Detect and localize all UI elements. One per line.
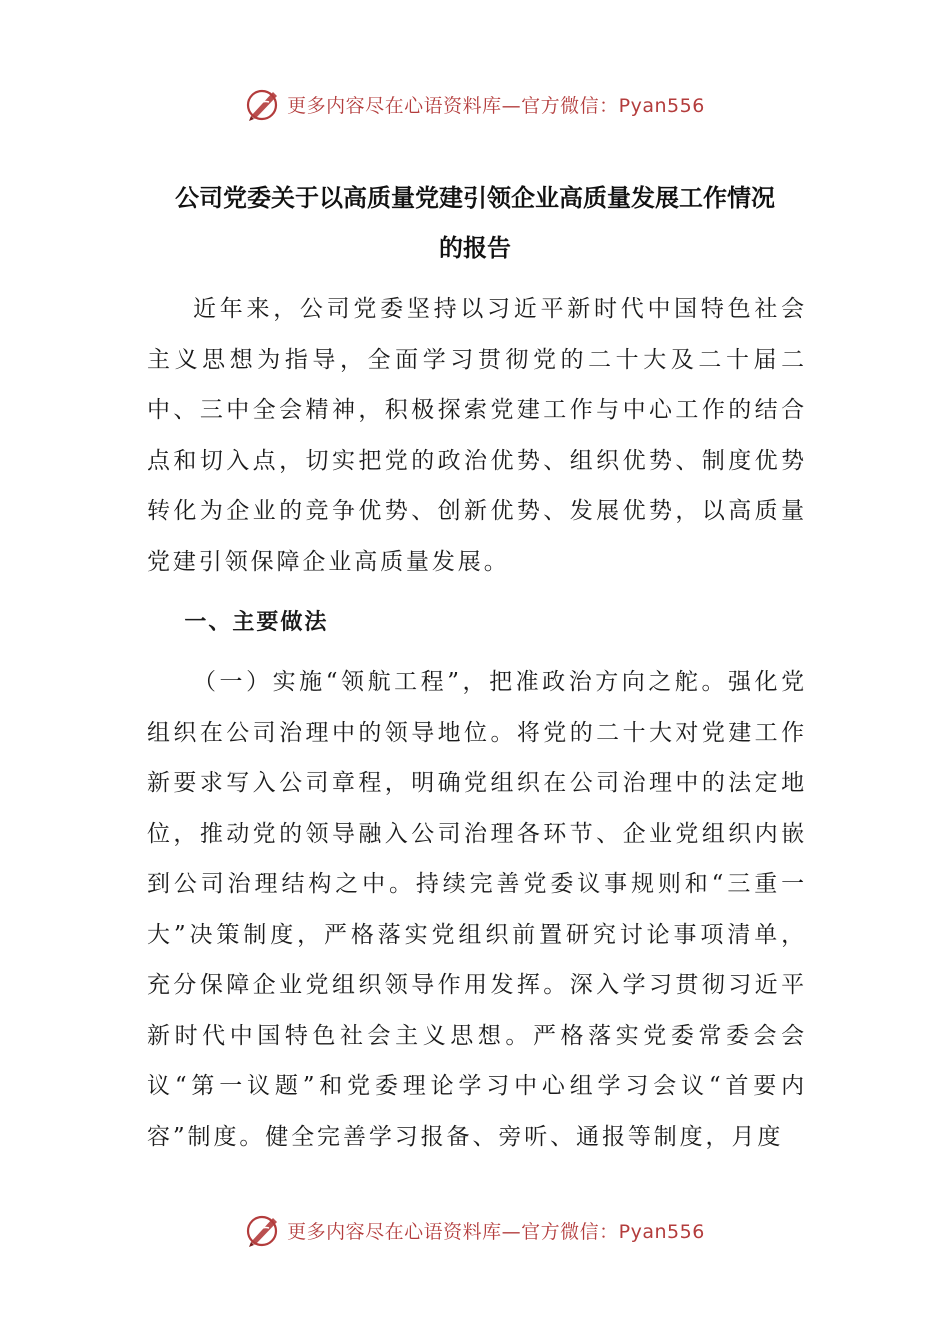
- document-title-line-2: 的报告: [439, 234, 511, 262]
- pen-logo-icon: [245, 86, 281, 122]
- section-paragraph: （一）实施“领航工程”，把准政治方向之舵。强化党组织在公司治理中的领导地位。将党的二十大对党建工作新要求写入公司章程，明确党组织在公司治理中的法定地位，推动党的领导融入公司治理各环节、企业党组织内嵌到公司治理结构之中。持续完善党委议事规则和“三重一大”决策制度，严格落实党组织前置研究讨论事项清单，充分保障企业党组织领导作用发挥。深入学习贯彻习近平新时代中国特色社会主义思想。严格落实党委常委会会议“第一议题”和党委理论学习中心组学习会议“首要内容”制度。健全完善学习报备、旁听、通报等制度，月度: [147, 669, 807, 1150]
- document-body: [147, 284, 807, 1162]
- document-title-line-1: 公司党委关于以高质量党建引领企业高质量发展工作情况: [175, 184, 775, 212]
- watermark-banner-top: [0, 82, 950, 126]
- watermark-text: 更多内容尽在心语资料库—官方微信：Pyan556: [287, 1220, 705, 1243]
- watermark-banner-bottom: [0, 1208, 950, 1252]
- section-heading: 一、主要做法: [184, 610, 329, 635]
- watermark-text: 更多内容尽在心语资料库—官方微信：Pyan556: [287, 94, 705, 117]
- intro-paragraph: 近年来，公司党委坚持以习近平新时代中国特色社会主义思想为指导，全面学习贯彻党的二十大及二十届二中、三中全会精神，积极探索党建工作与中心工作的结合点和切入点，切实把党的政治优势、组织优势、制度优势转化为企业的竞争优势、创新优势、发展优势，以高质量党建引领保障企业高质量发展。: [147, 296, 807, 575]
- pen-logo-icon: [245, 1212, 281, 1248]
